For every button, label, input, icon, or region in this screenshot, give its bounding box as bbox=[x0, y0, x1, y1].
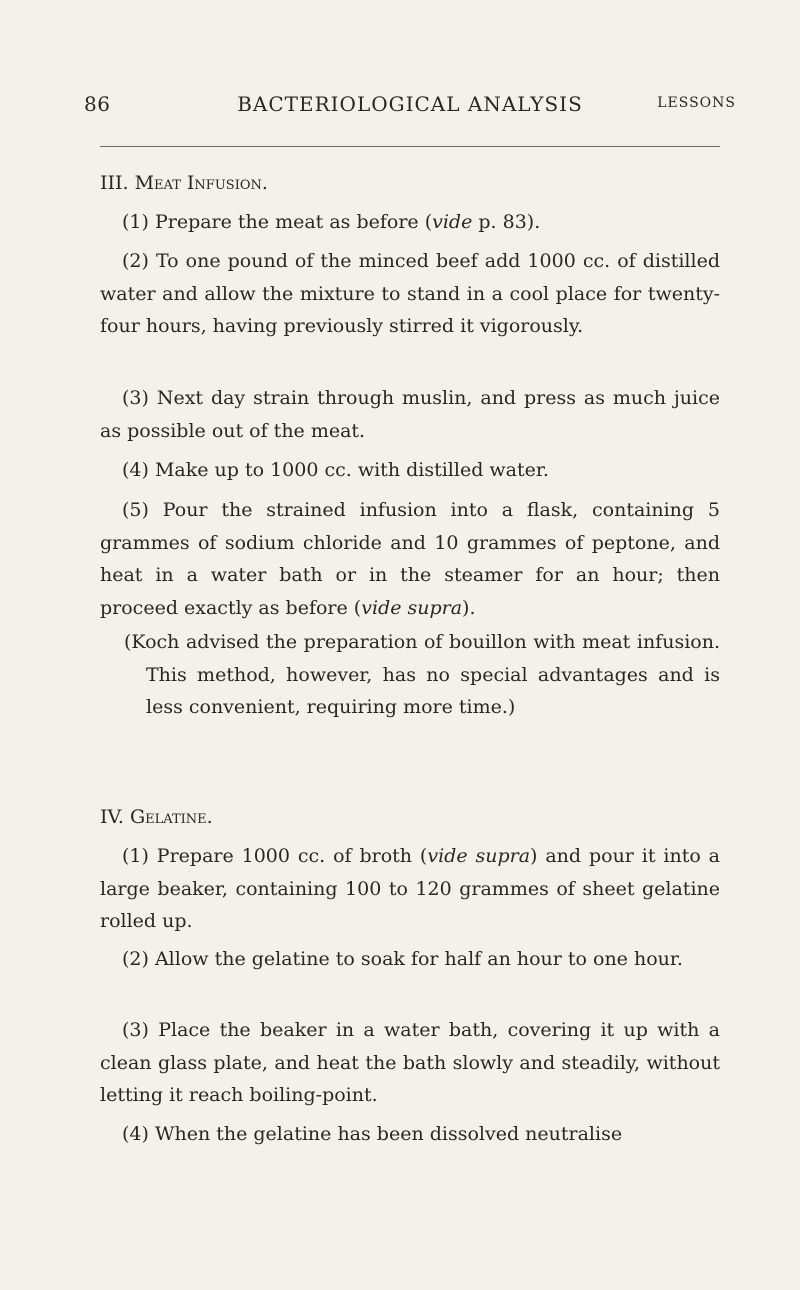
step-text: (2) Allow the gelatine to soak for half an hour to one hour. bbox=[122, 948, 683, 970]
gelatine-step-1 bbox=[100, 840, 720, 938]
vide-supra-ref: vide supra bbox=[361, 596, 463, 619]
step-text-end: ). bbox=[462, 596, 476, 619]
step-text-end: p. 83). bbox=[472, 211, 541, 233]
section-label: LESSONS bbox=[657, 95, 736, 111]
meat-step-1 bbox=[100, 206, 720, 239]
step-text: (3) Place the beaker in a water bath, covering it up with a clean glass plate, and heat the bath slowly and steadily, without letting it reach boiling-point. bbox=[100, 1019, 720, 1106]
meat-step-2 bbox=[100, 245, 720, 343]
header-rule bbox=[100, 146, 720, 147]
meat-step-3 bbox=[100, 382, 720, 447]
meat-step-5 bbox=[100, 494, 720, 624]
running-title: BACTERIOLOGICAL ANALYSIS bbox=[237, 92, 583, 116]
step-text: (4) When the gelatine has been dissolved neutralise bbox=[122, 1123, 623, 1145]
step-text-end: ) and pour it into a large beaker, containing 100 to 120 grammes of sheet gelatine rolled up. bbox=[100, 845, 721, 932]
heading-text: III. Meat Infusion. bbox=[100, 172, 268, 194]
step-text: (1) Prepare the meat as before ( bbox=[122, 211, 433, 233]
meat-infusion-heading bbox=[100, 167, 720, 200]
vide-supra-ref: vide supra bbox=[427, 845, 531, 867]
gelatine-step-2 bbox=[100, 943, 720, 976]
step-text: (5) Pour the strained infusion into a flask, containing 5 grammes of sodium chloride and 10 grammes of peptone, and heat in a water bath or in the steamer for an hour; then proceed exactly as before ( bbox=[100, 499, 720, 619]
note-text: (Koch advised the preparation of bouillon with meat infusion. This method, however, has no special advantages and is less convenient, requiring more time.) bbox=[124, 631, 720, 718]
meat-step-4 bbox=[100, 454, 720, 487]
running-header bbox=[84, 92, 736, 120]
page-number: 86 bbox=[84, 92, 111, 116]
step-text: (3) Next day strain through muslin, and press as much juice as possible out of the meat. bbox=[100, 387, 720, 442]
step-text: (4) Make up to 1000 cc. with distilled water. bbox=[122, 459, 549, 481]
step-text: (2) To one pound of the minced beef add 1000 cc. of distilled water and allow the mixture to stand in a cool place for twenty-four hours, having previously stirred it vigorously. bbox=[100, 250, 720, 337]
gelatine-step-3 bbox=[100, 1014, 720, 1112]
step-text: (1) Prepare 1000 cc. of broth ( bbox=[122, 845, 428, 867]
vide-ref: vide bbox=[432, 211, 473, 233]
gelatine-heading bbox=[100, 801, 720, 834]
koch-note bbox=[124, 626, 720, 724]
gelatine-step-4 bbox=[100, 1118, 720, 1151]
heading-text: IV. Gelatine. bbox=[100, 806, 213, 828]
